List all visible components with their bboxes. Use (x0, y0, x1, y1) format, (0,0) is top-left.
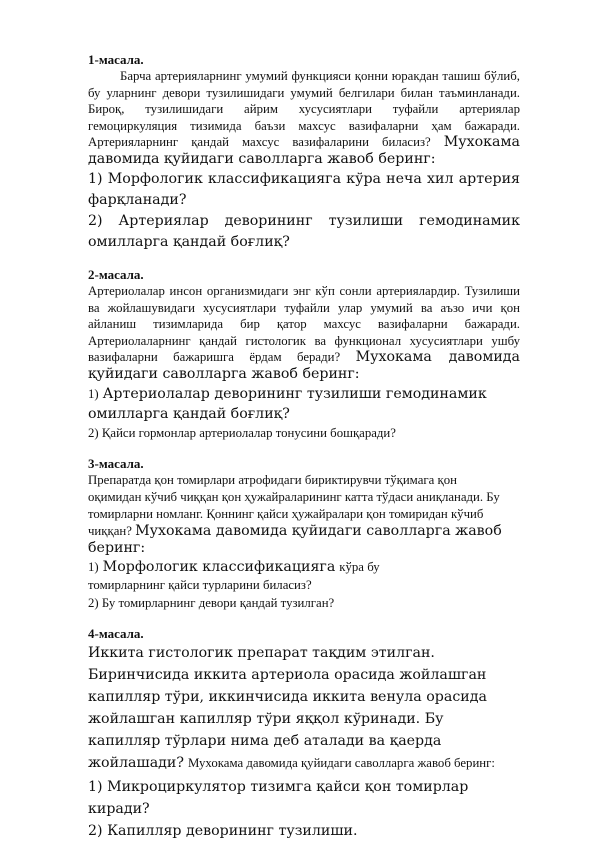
task-4-heading: 4-масала. (88, 626, 144, 641)
task-3-prompt: Мухокама давомида қуйидаги саволларга жавоб беринг: (88, 523, 502, 556)
task-1-heading: 1-масала. (88, 52, 144, 67)
task-3-question-1-text: кўра бу томирларнинг қайси турларини биласиз? (88, 560, 380, 592)
task-2-question-1 (88, 384, 520, 424)
task-1-intro: Барча артерияларнинг умумий функцияси қонни юракдан ташиш бўлиб, бу уларнинг девори тузилишидаги умумий белгилари билан таъминланади. Бироқ, тузилишидаги айрим хусусиятлари туфайли артериялар гемоциркуляция тизимида баъзи махсус вазифаларни ҳам бажаради. Артерияларнинг қандай махсус вазифаларини биласиз? (88, 69, 520, 149)
task-4-body (88, 642, 520, 774)
task-2-intro: Артериолалар инсон организмидаги энг кўп сонли артериялардир. Тузилиши ва жойлашувидаги хусусиятлари туфайли улар умумий ва аъзо ичи қон айланиш тизимларида бир қатор махсус вазифаларни бажаради. Артериолаларнинг қандай гистологик ва функционал хусусиятлари ушбу вазифаларни бажаришга ёрдам беради? (88, 284, 520, 364)
task-2-prompt: Мухокама давомида қуйидаги саволларга жавоб беринг: (88, 349, 520, 382)
task-3 (88, 456, 520, 612)
task-3-heading: 3-масала. (88, 456, 144, 471)
task-4-prompt: Мухокама давомида қуйидаги саволларга жавоб беринг: (187, 756, 495, 770)
task-3-intro: Препаратда қон томирлари атрофидаги бириктирувчи тўқимага қон оқимидан кўчиб чиққан қон ҳужайраларининг катта тўдаси аниқланади. Бу томирларни номланг. Қоннинг қайси ҳужайралари қон томиридан кўчиб чиққан? (88, 473, 500, 538)
task-4-intro: Иккита гистологик препарат тақдим этилган. Биринчисида иккита артериола орасида жойлашган капилляр тўри, иккинчисида иккита венула орасида жойлашган капилляр тўри яққол кўринади. Бу капилляр тўрлари нима деб аталади ва қаерда жойлашади? (88, 645, 487, 771)
task-2-heading: 2-масала. (88, 267, 144, 282)
task-2-question-1-number: 1) (88, 387, 99, 401)
task-2-question-2: 2) Қайси гормонлар артериолалар тонусини бошқаради? (88, 426, 396, 440)
task-1-question-2: 2) Артериялар деворининг тузилиши гемодинамик омилларга қандай боғлиқ? (88, 213, 520, 250)
task-1-body (88, 68, 520, 167)
task-4-question-2: 2) Капилляр деворининг тузилиши. (88, 823, 358, 839)
task-1 (88, 52, 520, 253)
task-1-question-1: 1) Морфологик классификацияга кўра неча хил артерия фарқланади? (88, 171, 520, 208)
task-4 (88, 626, 520, 842)
task-1-prompt: Мухокама давомида қуйидаги саволларга жавоб беринг: (88, 134, 521, 167)
task-3-question-1-number: 1) (88, 560, 99, 574)
task-4-question-1: 1) Микроциркулятор тизимга қайси қон томирлар киради? (88, 779, 469, 817)
task-2 (88, 267, 520, 442)
task-3-question-1-emphasis: Морфологик классификацияга (102, 559, 336, 575)
task-3-question-2: 2) Бу томирларнинг девори қандай тузилган? (88, 596, 335, 610)
task-2-question-1-text: Артериолалар деворининг тузилиши гемодинамик омилларга қандай боғлиқ? (88, 386, 487, 422)
task-2-body (88, 283, 520, 382)
document-page (88, 52, 520, 842)
task-3-question-1 (88, 558, 520, 594)
task-3-body (88, 472, 520, 557)
